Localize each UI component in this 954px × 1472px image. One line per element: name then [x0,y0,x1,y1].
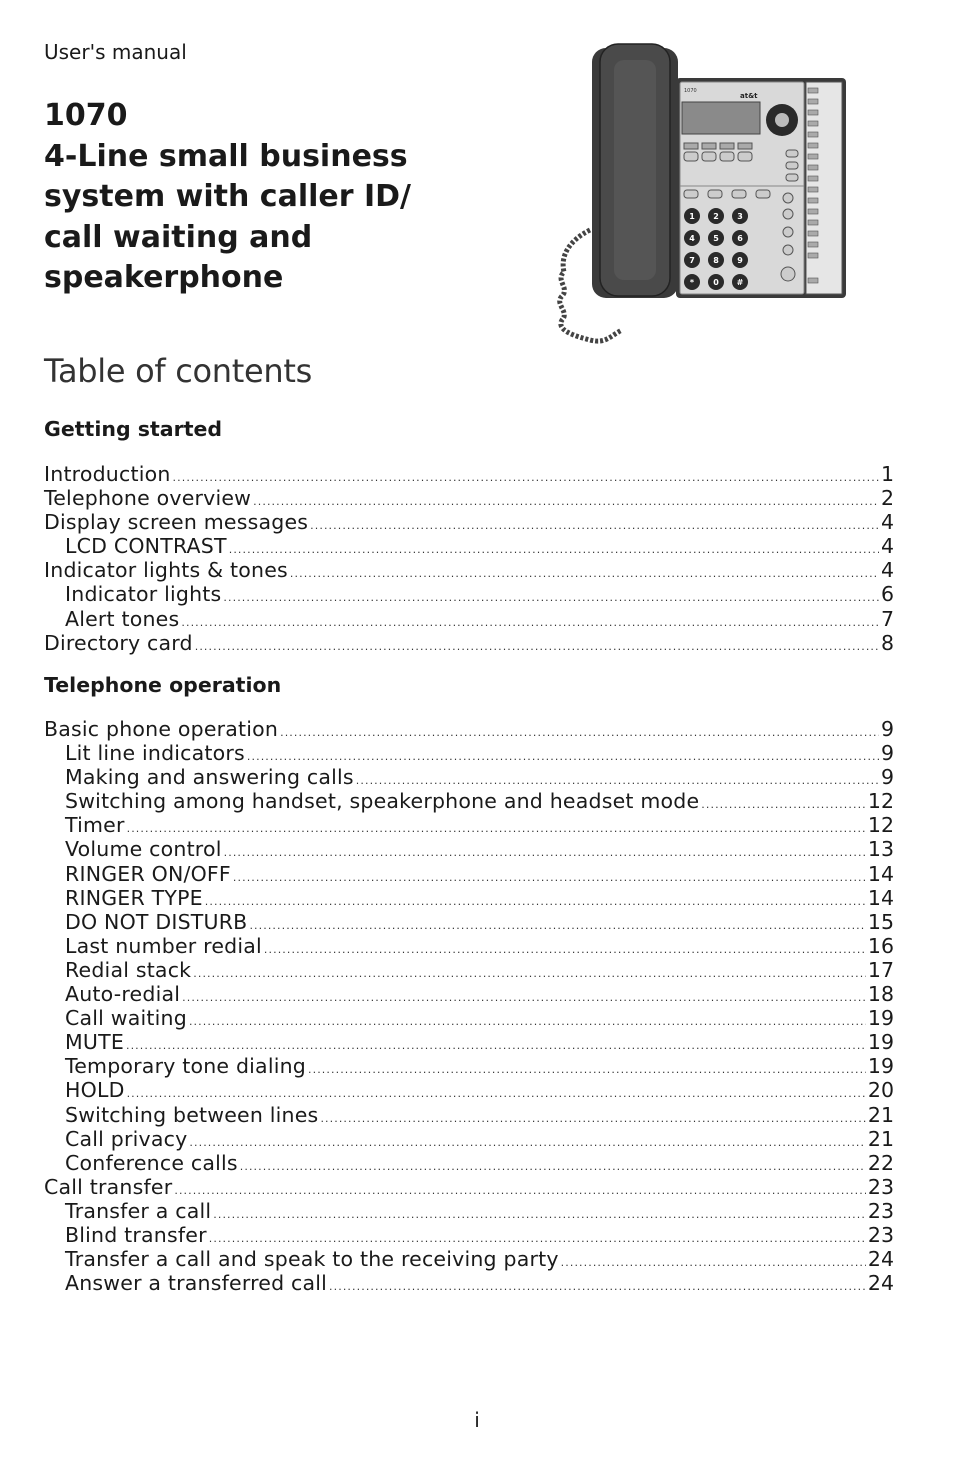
toc-entry[interactable]: Timer ..... 12 [44,813,894,837]
svg-text:5: 5 [713,234,719,243]
telephone-illustration [550,40,850,352]
svg-text:1: 1 [689,212,695,221]
title-line: system with caller ID/ [44,179,412,214]
brand-logo: at&t [740,92,758,100]
toc-entry[interactable]: Alert tones ..... 7 [44,607,894,631]
toc-entry[interactable]: MUTE ..... 19 [44,1030,894,1054]
toc-entry[interactable]: RINGER TYPE ..... 14 [44,886,894,910]
toc-entry[interactable]: Temporary tone dialing ..... 19 [44,1054,894,1078]
toc-section-telephone-operation: Telephone operation [44,673,282,697]
toc-list-getting-started [44,462,894,655]
svg-text:6: 6 [737,234,743,243]
manual-kicker: User's manual [44,40,187,64]
toc-entry[interactable]: Directory card ..... 8 [44,631,894,655]
svg-text:0: 0 [713,278,719,287]
title-line: 1070 [44,98,128,133]
toc-entry[interactable]: Lit line indicators ..... 9 [44,741,894,765]
toc-entry[interactable]: HOLD ..... 20 [44,1078,894,1102]
toc-list-telephone-operation [44,717,894,1295]
toc-entry[interactable]: Conference calls ..... 22 [44,1151,894,1175]
toc-entry[interactable]: Indicator lights ..... 6 [44,582,894,606]
toc-entry[interactable]: Basic phone operation ..... 9 [44,717,894,741]
toc-entry[interactable]: Switching between lines ..... 21 [44,1103,894,1127]
svg-text:3: 3 [737,212,743,221]
phone-model-label: 1070 [684,88,697,94]
svg-text:7: 7 [689,256,695,265]
svg-text:4: 4 [689,234,695,243]
svg-text:#: # [736,278,744,287]
toc-entry[interactable]: Answer a transferred call ..... 24 [44,1271,894,1295]
title-line: 4-Line small business [44,138,408,174]
toc-entry[interactable]: Transfer a call and speak to the receiving party ..... 24 [44,1247,894,1271]
toc-entry[interactable]: Introduction ..... 1 [44,462,894,486]
toc-entry[interactable]: LCD CONTRAST ..... 4 [44,534,894,558]
toc-entry[interactable]: Transfer a call ..... 23 [44,1199,894,1223]
svg-text:8: 8 [713,256,719,265]
toc-entry[interactable]: Auto-redial ..... 18 [44,982,894,1006]
toc-entry[interactable]: Volume control ..... 13 [44,837,894,861]
title-line: speakerphone [44,260,284,295]
svg-text:9: 9 [737,256,743,265]
toc-entry[interactable]: Call transfer ..... 23 [44,1175,894,1199]
lcd-screen [682,102,760,134]
toc-entry[interactable]: Telephone overview ..... 2 [44,486,894,510]
toc-entry[interactable]: Display screen messages ..... 4 [44,510,894,534]
toc-entry[interactable]: Call privacy ..... 21 [44,1127,894,1151]
toc-heading: Table of contents [44,352,313,390]
toc-section-getting-started: Getting started [44,417,223,441]
title-line: call waiting and [44,219,313,255]
toc-entry[interactable]: Last number redial ..... 16 [44,934,894,958]
page-number: i [474,1408,480,1432]
svg-text:*: * [689,278,695,287]
svg-text:2: 2 [713,212,719,221]
toc-entry[interactable]: Redial stack ..... 17 [44,958,894,982]
toc-entry[interactable]: Switching among handset, speakerphone and headset mode ..... 12 [44,789,894,813]
toc-entry[interactable]: RINGER ON/OFF ..... 14 [44,862,894,886]
toc-entry[interactable]: Blind transfer ..... 23 [44,1223,894,1247]
document-title [44,96,464,299]
toc-entry[interactable]: Indicator lights & tones ..... 4 [44,558,894,582]
toc-entry[interactable]: Call waiting ..... 19 [44,1006,894,1030]
toc-entry[interactable]: DO NOT DISTURB ..... 15 [44,910,894,934]
toc-entry[interactable]: Making and answering calls ..... 9 [44,765,894,789]
